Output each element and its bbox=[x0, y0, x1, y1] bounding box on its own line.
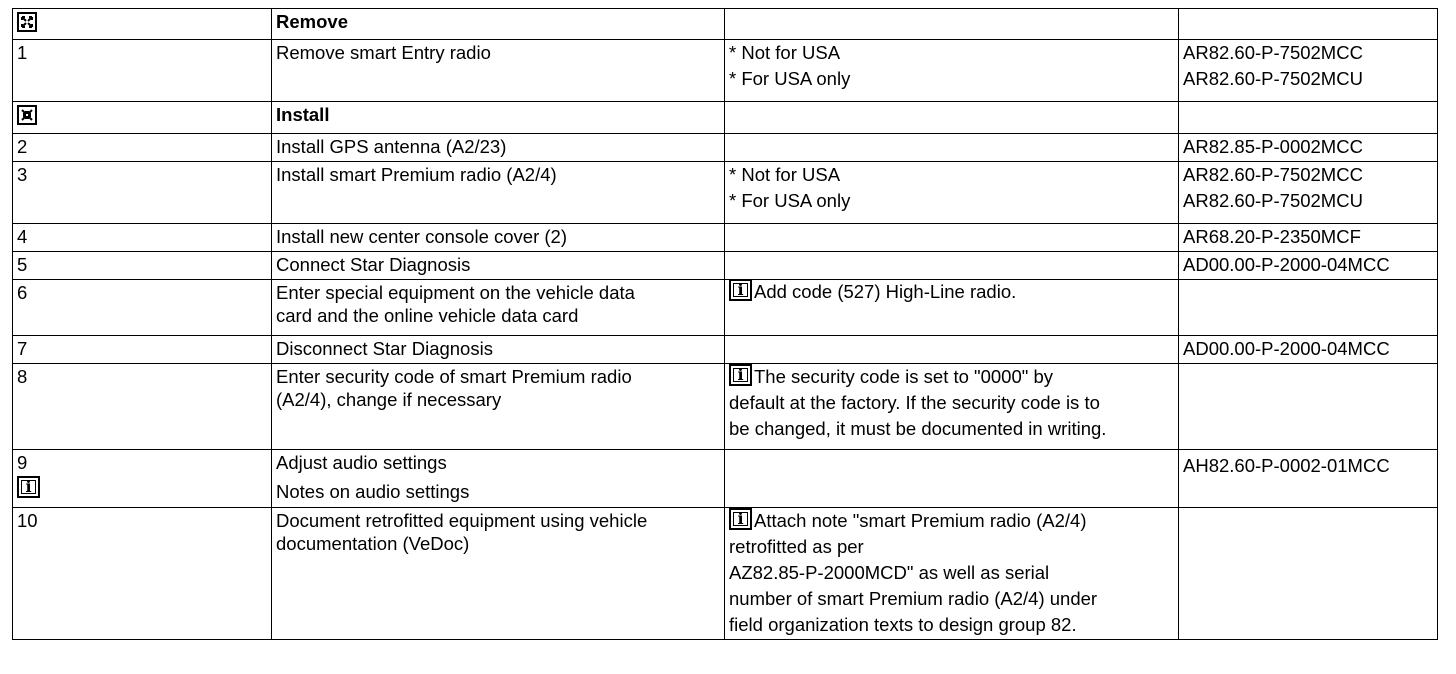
reference-link[interactable]: AR82.60-P-7502MCC bbox=[1183, 164, 1363, 185]
table-row bbox=[13, 224, 1438, 252]
step-cell bbox=[13, 364, 272, 450]
reference-link[interactable]: AR82.60-P-7502MCU bbox=[1183, 68, 1363, 89]
table-row bbox=[13, 9, 1438, 40]
reference-link[interactable]: AH82.60-P-0002-01MCC bbox=[1183, 455, 1390, 476]
info-note-text: AZ82.85-P-2000MCD" as well as serial bbox=[729, 562, 1050, 583]
remove-arrows-icon bbox=[17, 12, 37, 32]
action-text: Connect Star Diagnosis bbox=[276, 254, 471, 275]
step-cell bbox=[13, 162, 272, 224]
table-row bbox=[13, 134, 1438, 162]
action-cell bbox=[272, 162, 725, 224]
ref-cell bbox=[1179, 162, 1438, 224]
action-text: Adjust audio settings bbox=[276, 452, 447, 473]
action-text: documentation (VeDoc) bbox=[276, 533, 470, 554]
note-text: * Not for USA bbox=[729, 42, 841, 63]
step-number: 10 bbox=[17, 510, 38, 531]
step-cell bbox=[13, 40, 272, 102]
action-text: Enter security code of smart Premium radio bbox=[276, 366, 632, 387]
action-text: Disconnect Star Diagnosis bbox=[276, 338, 493, 359]
note-cell bbox=[725, 162, 1179, 224]
step-cell bbox=[13, 280, 272, 336]
step-cell bbox=[13, 252, 272, 280]
table-row bbox=[13, 40, 1438, 102]
step-number: 5 bbox=[17, 254, 28, 275]
note-text: * For USA only bbox=[729, 190, 851, 211]
note-cell bbox=[725, 252, 1179, 280]
action-text: Install smart Premium radio (A2/4) bbox=[276, 164, 557, 185]
info-note-text: number of smart Premium radio (A2/4) under bbox=[729, 588, 1098, 609]
ref-cell bbox=[1179, 40, 1438, 102]
ref-cell bbox=[1179, 102, 1438, 134]
table-row bbox=[13, 280, 1438, 336]
reference-link[interactable]: AD00.00-P-2000-04MCC bbox=[1183, 338, 1390, 359]
note-cell bbox=[725, 40, 1179, 102]
ref-cell bbox=[1179, 252, 1438, 280]
action-cell bbox=[272, 102, 725, 134]
reference-link[interactable]: AR82.60-P-7502MCU bbox=[1183, 190, 1363, 211]
step-cell bbox=[13, 336, 272, 364]
step-cell bbox=[13, 102, 272, 134]
info-note-text: The security code is set to "0000" by bbox=[754, 366, 1054, 387]
action-text: Install GPS antenna (A2/23) bbox=[276, 136, 507, 157]
ref-cell bbox=[1179, 134, 1438, 162]
note-cell bbox=[725, 134, 1179, 162]
step-cell bbox=[13, 134, 272, 162]
install-arrows-icon bbox=[17, 105, 37, 125]
step-cell bbox=[13, 508, 272, 640]
step-number: 4 bbox=[17, 226, 28, 247]
note-cell bbox=[725, 9, 1179, 40]
note-cell bbox=[725, 450, 1179, 508]
action-cell bbox=[272, 364, 725, 450]
note-text: * For USA only bbox=[729, 68, 851, 89]
action-text: Remove smart Entry radio bbox=[276, 42, 491, 63]
info-note-text: Attach note "smart Premium radio (A2/4) bbox=[754, 510, 1087, 531]
ref-cell bbox=[1179, 280, 1438, 336]
action-text: (A2/4), change if necessary bbox=[276, 389, 502, 410]
step-number: 1 bbox=[17, 42, 28, 63]
table-row bbox=[13, 336, 1438, 364]
step-number: 6 bbox=[17, 282, 28, 303]
step-number: 8 bbox=[17, 366, 28, 387]
note-cell bbox=[725, 224, 1179, 252]
info-icon bbox=[729, 364, 752, 386]
info-icon bbox=[17, 476, 40, 498]
step-number: 7 bbox=[17, 338, 28, 359]
ref-cell bbox=[1179, 450, 1438, 508]
section-title: Remove bbox=[276, 11, 348, 32]
table-row bbox=[13, 102, 1438, 134]
action-cell bbox=[272, 134, 725, 162]
table-row bbox=[13, 450, 1438, 508]
action-cell bbox=[272, 224, 725, 252]
action-cell bbox=[272, 450, 725, 508]
step-cell bbox=[13, 9, 272, 40]
ref-cell bbox=[1179, 336, 1438, 364]
step-cell bbox=[13, 450, 272, 508]
step-number: 9 bbox=[17, 452, 28, 473]
info-icon bbox=[729, 508, 752, 530]
info-note-text: retrofitted as per bbox=[729, 536, 864, 557]
step-number: 2 bbox=[17, 136, 28, 157]
note-cell bbox=[725, 364, 1179, 450]
info-note-text: default at the factory. If the security code is to bbox=[729, 392, 1100, 413]
action-cell bbox=[272, 508, 725, 640]
action-cell bbox=[272, 336, 725, 364]
action-text: Document retrofitted equipment using vehicle bbox=[276, 510, 648, 531]
table-row bbox=[13, 252, 1438, 280]
note-cell bbox=[725, 102, 1179, 134]
reference-link[interactable]: AR82.60-P-7502MCC bbox=[1183, 42, 1363, 63]
action-text: Enter special equipment on the vehicle data bbox=[276, 282, 635, 303]
procedure-table bbox=[12, 8, 1438, 640]
action-cell bbox=[272, 280, 725, 336]
note-cell bbox=[725, 508, 1179, 640]
info-note-text: field organization texts to design group 82. bbox=[729, 614, 1077, 635]
action-text: Notes on audio settings bbox=[276, 481, 470, 502]
ref-cell bbox=[1179, 224, 1438, 252]
table-row bbox=[13, 508, 1438, 640]
ref-cell bbox=[1179, 508, 1438, 640]
reference-link[interactable]: AR68.20-P-2350MCF bbox=[1183, 226, 1361, 247]
section-title: Install bbox=[276, 104, 330, 125]
info-note-text: Add code (527) High-Line radio. bbox=[754, 281, 1017, 302]
action-text: Install new center console cover (2) bbox=[276, 226, 567, 247]
info-icon bbox=[729, 279, 752, 301]
note-cell bbox=[725, 336, 1179, 364]
table-row bbox=[13, 162, 1438, 224]
action-text: card and the online vehicle data card bbox=[276, 305, 579, 326]
reference-link[interactable]: AD00.00-P-2000-04MCC bbox=[1183, 254, 1390, 275]
step-number: 3 bbox=[17, 164, 28, 185]
action-cell bbox=[272, 252, 725, 280]
action-cell bbox=[272, 40, 725, 102]
table-row bbox=[13, 364, 1438, 450]
note-cell bbox=[725, 280, 1179, 336]
info-note-text: be changed, it must be documented in writing. bbox=[729, 418, 1107, 439]
ref-cell bbox=[1179, 364, 1438, 450]
reference-link[interactable]: AR82.85-P-0002MCC bbox=[1183, 136, 1363, 157]
action-cell bbox=[272, 9, 725, 40]
note-text: * Not for USA bbox=[729, 164, 841, 185]
step-cell bbox=[13, 224, 272, 252]
ref-cell bbox=[1179, 9, 1438, 40]
